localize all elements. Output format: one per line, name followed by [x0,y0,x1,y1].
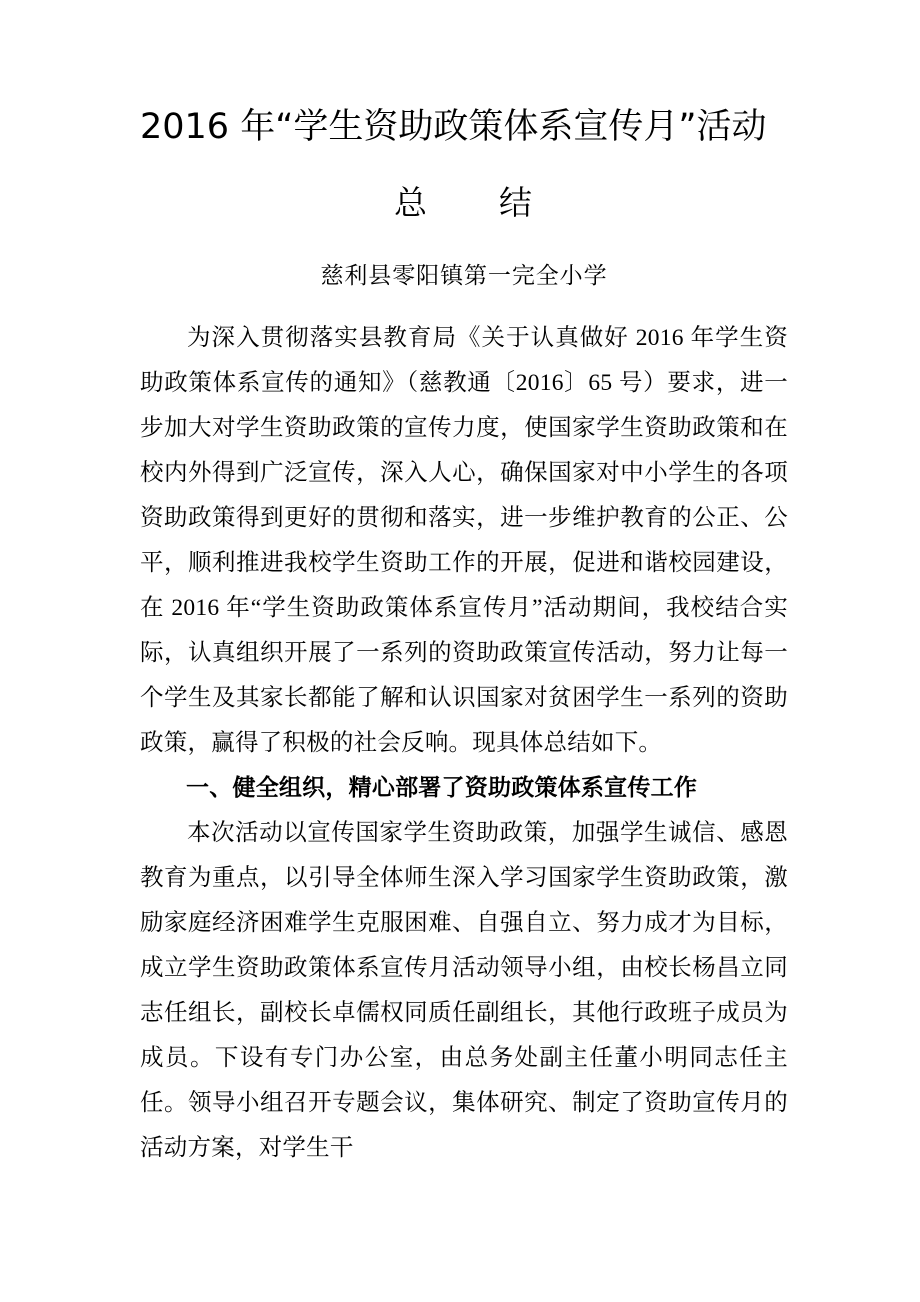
paragraph-intro: 为深入贯彻落实县教育局《关于认真做好 2016 年学生资助政策体系宣传的通知》（慈教通〔2016〕65 号）要求，进一步加大对学生资助政策的宣传力度，使国家学生资助政策和在校内外得到广泛宣传，深入人心，确保国家对中小学生的各项资助政策得到更好的贯彻和落实，进一步维护教育的公正、公平，顺利推进我校学生资助工作的开展，促进和谐校园建设，在 2016 年“学生资助政策体系宣传月”活动期间，我校结合实际，认真组织开展了一系列的资助政策宣传活动，努力让每一个学生及其家长都能了解和认识国家对贫困学生一系列的资助政策，赢得了积极的社会反响。现具体总结如下。 [140,325,788,757]
paragraph-section-1-body: 本次活动以宣传国家学生资助政策，加强学生诚信、感恩教育为重点，以引导全体师生深入学习国家学生资助政策，激励家庭经济困难学生克服困难、自强自立、努力成才为目标，成立学生资助政策体系宣传月活动领导小组，由校长杨昌立同志任组长，副校长卓儒权同质任副组长，其他行政班子成员为成员。下设有专门办公室，由总务处副主任董小明同志任主任。领导小组召开专题会议，集体研究、制定了资助宣传月的活动方案，对学生干 [140,820,788,1162]
document-subtitle-organization: 慈利县零阳镇第一完全小学 [320,263,608,289]
document-body [140,290,788,1171]
section-heading-1: 一、健全组织，精心部署了资助政策体系宣传工作 [186,775,698,802]
document-content-column [140,0,788,1171]
document-title-line-2: 总 结 [394,183,534,223]
document-title-line-1: 2016 年“学生资助政策体系宣传月”活动 [140,107,767,147]
